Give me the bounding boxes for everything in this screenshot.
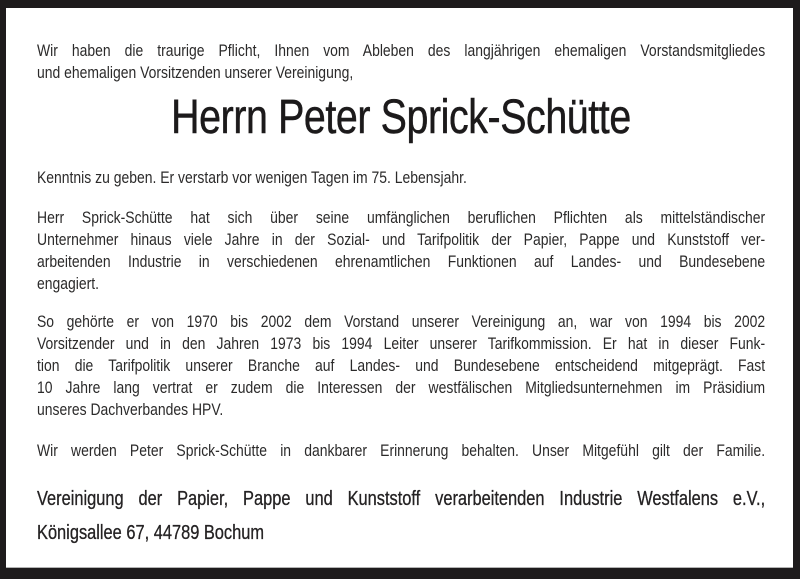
condolence-line: Wir werden Peter Sprick-Schütte in dankbarer Erinnerung behalten. Unser Mitgefühl gilt der Familie.	[37, 441, 766, 460]
career-line-2: Unternehmer hinaus viele Jahre in der Sozial- und Tarifpolitik der Papier, Pappe und Kunststoff ver-	[37, 230, 766, 249]
signature-organization: Vereinigung der Papier, Pappe und Kunststoff verarbeitenden Industrie Westfalens e.V.,	[37, 488, 766, 510]
intro-line-1: Wir haben die traurige Pflicht, Ihnen vom Ableben des langjährigen ehemaligen Vorstandsmitgliedes	[37, 41, 766, 60]
signature-address: Königsallee 67, 44789 Bochum	[37, 522, 265, 544]
intro-line-2: und ehemaligen Vorsitzenden unserer Vereinigung,	[37, 63, 354, 82]
offices-line-2: Vorsitzender und in den Jahren 1973 bis 1994 Leiter unserer Tarifkommission. Er hat in dieser Funk-	[37, 334, 766, 353]
notice-content	[6, 8, 793, 550]
career-line-3: arbeitenden Industrie in verschiedenen ehrenamtlichen Funktionen auf Landes- und Bundesebene	[37, 252, 766, 271]
offices-line-1: So gehörte er von 1970 bis 2002 dem Vorstand unserer Vereinigung an, war von 1994 bis 2002	[37, 312, 766, 331]
offices-line-4: 10 Jahre lang vertrat er zudem die Interessen der westfälischen Mitgliedsunternehmen im Präsidium	[37, 378, 766, 397]
condolence-paragraph	[37, 440, 765, 462]
career-line-1: Herr Sprick-Schütte hat sich über seine umfänglichen beruflichen Pflichten als mittelständischer	[37, 208, 766, 227]
announcement-text: Kenntnis zu geben. Er verstarb vor wenigen Tagen im 75. Lebensjahr.	[37, 168, 467, 187]
career-line-4: engagiert.	[37, 274, 100, 293]
deceased-name-heading: Herrn Peter Sprick-Schütte	[171, 91, 631, 144]
offices-line-5: unseres Dachverbandes HPV.	[37, 400, 224, 419]
offices-paragraph	[37, 311, 765, 421]
offices-line-3: tion die Tarifpolitik unserer Branche auf Landes- und Bundesebene entscheidend mitgeprägt. Fast	[37, 356, 766, 375]
signature-block	[37, 482, 765, 550]
career-paragraph	[37, 207, 765, 295]
announcement-line	[37, 167, 765, 189]
intro-paragraph	[37, 40, 765, 84]
